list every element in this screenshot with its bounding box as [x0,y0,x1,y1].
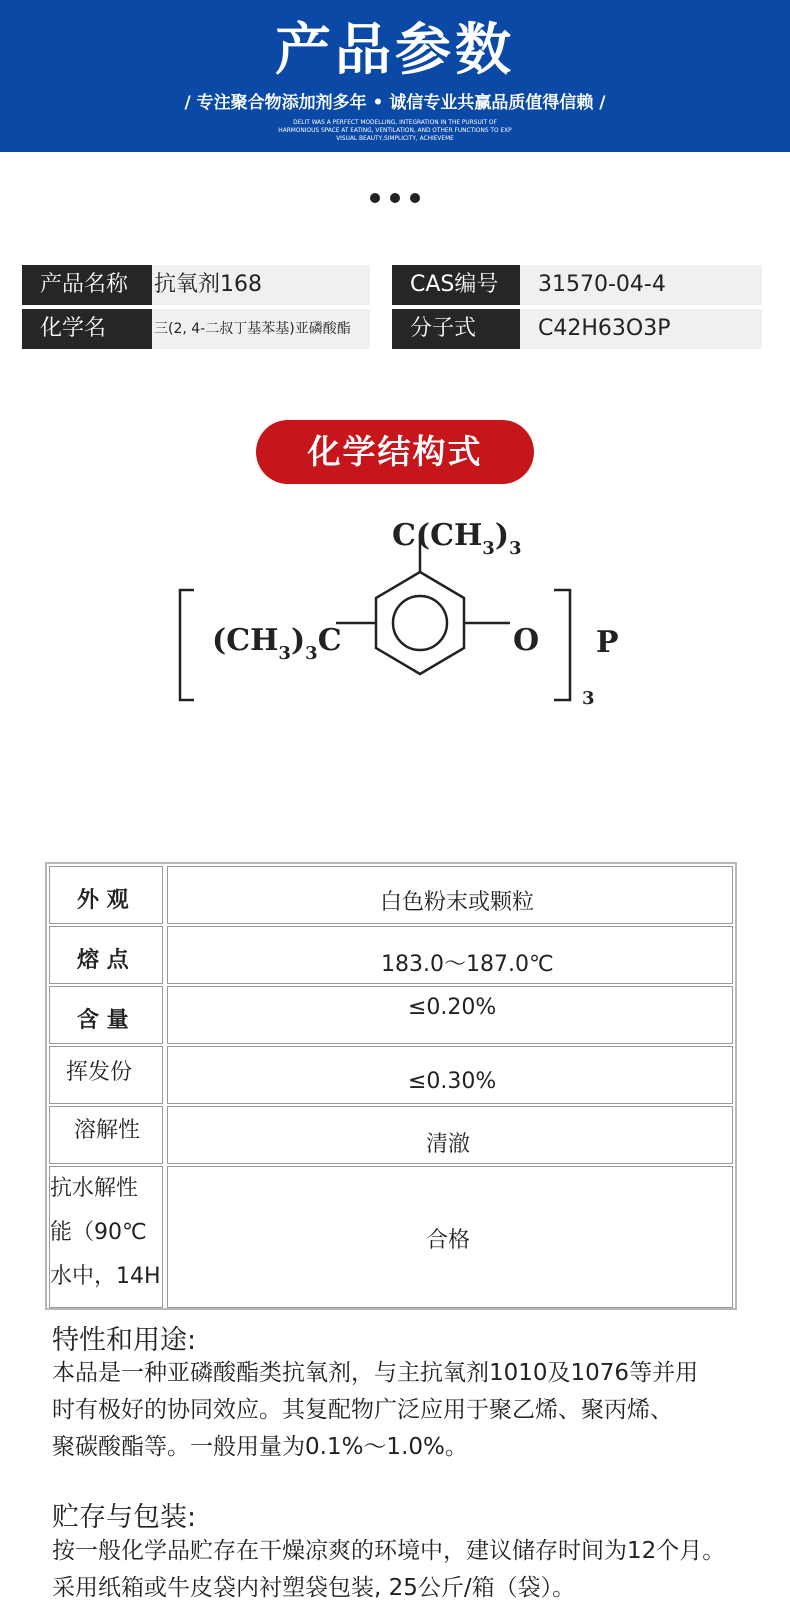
storage-title: 贮存与包装: [52,1502,197,1533]
dot-icon [370,193,380,203]
property-value: 合格 [426,1228,471,1253]
property-value: ≤0.20% [408,995,497,1020]
table-row [47,1166,735,1308]
property-value: 清澈 [426,1132,471,1157]
chemical-structure [170,508,660,718]
property-value: ≤0.30% [408,1069,497,1094]
right-bracket [554,590,570,700]
usage-title: 特性和用途: [52,1325,197,1356]
property-label: 水中，14H [50,1264,161,1289]
usage-line: 聚碳酸酯等。一般用量为0.1%～1.0%。 [52,1434,468,1460]
spec-chemical-name [22,309,370,349]
storage-line: 采用纸箱或牛皮袋内衬塑袋包装, 25公斤/箱（袋）。 [52,1575,576,1601]
structure-heading: 化学结构式 [256,420,534,484]
aromatic-circle [393,596,447,650]
property-label: 溶解性 [74,1118,141,1143]
property-label: 抗水解性 [50,1176,139,1201]
bracket-subscript: 3 [582,688,595,709]
spec-name [22,265,370,305]
svg-text:(CH3)3C: $(CH_3)_3C$ [212,623,342,664]
spec-formula [392,309,762,349]
property-value: 183.0～187.0℃ [381,952,554,977]
storage-line: 按一般化学品贮存在干燥凉爽的环境中，建议储存时间为12个月。 [52,1538,726,1564]
svg-text:C(CH3)3: $C(CH_3)_3$ [392,518,522,559]
spec-value: 抗氧剂168 [152,265,370,305]
spec-value: 31570-04-4 [520,265,762,305]
spec-label: 产品名称 [22,265,152,305]
dot-icon [390,193,400,203]
dot-icon [410,193,420,203]
property-label: 挥发份 [66,1060,133,1085]
phosphorus-atom: P [596,625,619,660]
spec-value: C42H63O3P [520,309,762,349]
property-label: 能（90℃ [50,1220,147,1245]
table-row [47,1106,735,1164]
table-row [47,1046,735,1104]
table-row [47,926,735,984]
table-row [47,986,735,1044]
slogan: / 专注聚合物添加剂多年 • 诚信专业共赢品质值得信赖 / [184,93,606,113]
table-row [47,866,735,924]
english-tagline: DELIT WAS A PERFECT MODELLING, INTEGRATION IN THE PURSUIT OF HARMONIOUS SPACE AT EATING, VENTILATION, AND OTHER FUNCTIONS TO EXP VISUAL BEAUTY,SIMPLICITY, ACHIEVEME [278,118,512,142]
oxygen-atom: O [513,623,540,658]
left-bracket [180,590,194,700]
spec-cas [392,265,762,305]
top-group: C(CH [392,518,483,553]
dots-divider [0,188,790,207]
spec-label: CAS编号 [392,265,520,305]
spec-label: 化学名 [22,309,152,349]
spec-label: 分子式 [392,309,520,349]
property-label: 外 观 [77,888,129,913]
left-group: (CH [212,623,279,658]
spec-value: 三(2, 4-二叔丁基苯基)亚磷酸酯 [152,309,370,349]
usage-line: 本品是一种亚磷酸酯类抗氧剂，与主抗氧剂1010及1076等并用 [52,1360,699,1386]
storage-text [52,1533,725,1607]
properties-table [45,862,737,1310]
usage-text [52,1355,698,1466]
header-banner [0,0,790,152]
page-title: 产品参数 [275,18,515,83]
benzene-ring [376,572,464,674]
property-label: 含 量 [77,1008,129,1033]
property-label: 熔 点 [77,948,129,973]
property-value: 白色粉末或颗粒 [380,890,535,915]
usage-line: 时有极好的协同效应。其复配物广泛应用于聚乙烯、聚丙烯、 [52,1397,673,1423]
